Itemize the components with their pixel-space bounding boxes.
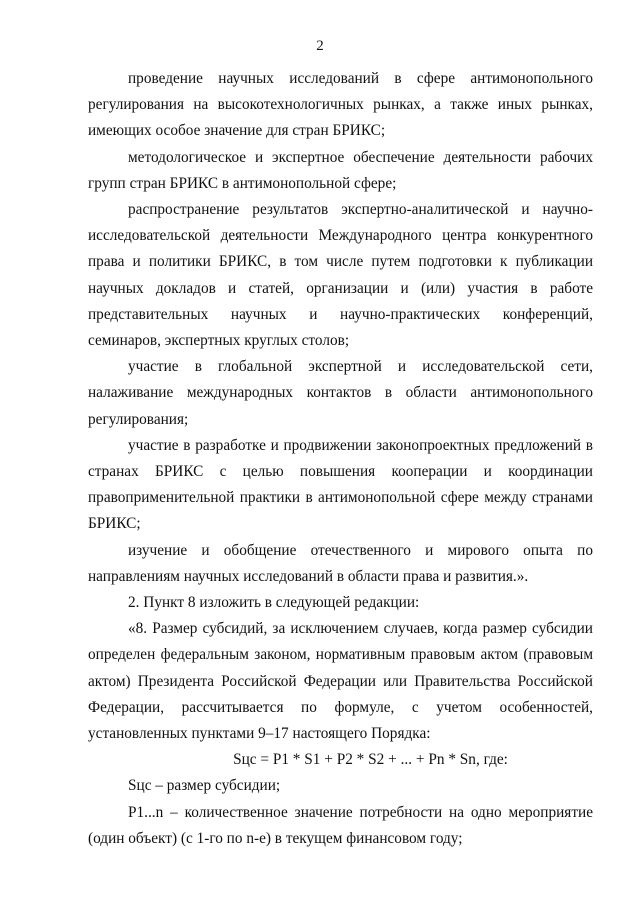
paragraph-legislation: участие в разработке и продвижении законопроектных предложений в странах БРИКС с целью повышения кооперации и координации правоприменительной практики в антимонопольной сфере между странами БРИКС;	[88, 436, 593, 533]
paragraph-network: участие в глобальной экспертной и исследовательской сети, налаживание международных контактов в области антимонопольного регулирования;	[88, 358, 593, 428]
paragraph-item-8: «8. Размер субсидий, за исключением случаев, когда размер субсидии определен федеральным законом, нормативным правовым актом (правовым актом) Президента Российской Федерации или Правительства Российской Федерации, рассчитывается по формуле, с учетом особенностей, установленных пунктами 9–17 настоящего Порядка:	[88, 620, 593, 743]
paragraph-dissemination: распространение результатов экспертно-аналитической и научно-исследовательской деятельности Международного центра конкурентного права и политики БРИКС, в том числе путем подготовки к публикации научных докладов и статей, организации и (или) участия в работе представительных научных и научно-практических конференций, семинаров, экспертных круглых столов;	[88, 201, 593, 350]
definition-sts: Sцс – размер субсидии;	[128, 777, 281, 795]
page-number: 2	[316, 38, 324, 54]
paragraph-methodology: методологическое и экспертное обеспечение деятельности рабочих групп стран БРИКС в антимонопольной сфере;	[88, 148, 593, 192]
definition-p: P1...n – количественное значение потребности на одно мероприятие (один объект) (с 1-го по n-е) в текущем финансовом году;	[88, 803, 593, 847]
paragraph-item-2: 2. Пункт 8 изложить в следующей редакции:	[128, 594, 420, 612]
subsidy-formula: Sцс = P1 * S1 + P2 * S2 + ... + Pn * Sn, где:	[233, 751, 508, 769]
paragraph-experience: изучение и обобщение отечественного и мирового опыта по направлениям научных исследований в области права и развития.».	[88, 541, 593, 585]
paragraph-research: проведение научных исследований в сфере антимонопольного регулирования на высокотехнологичных рынках, а также иных рынках, имеющих особое значение для стран БРИКС;	[88, 70, 593, 140]
document-body	[88, 66, 593, 852]
